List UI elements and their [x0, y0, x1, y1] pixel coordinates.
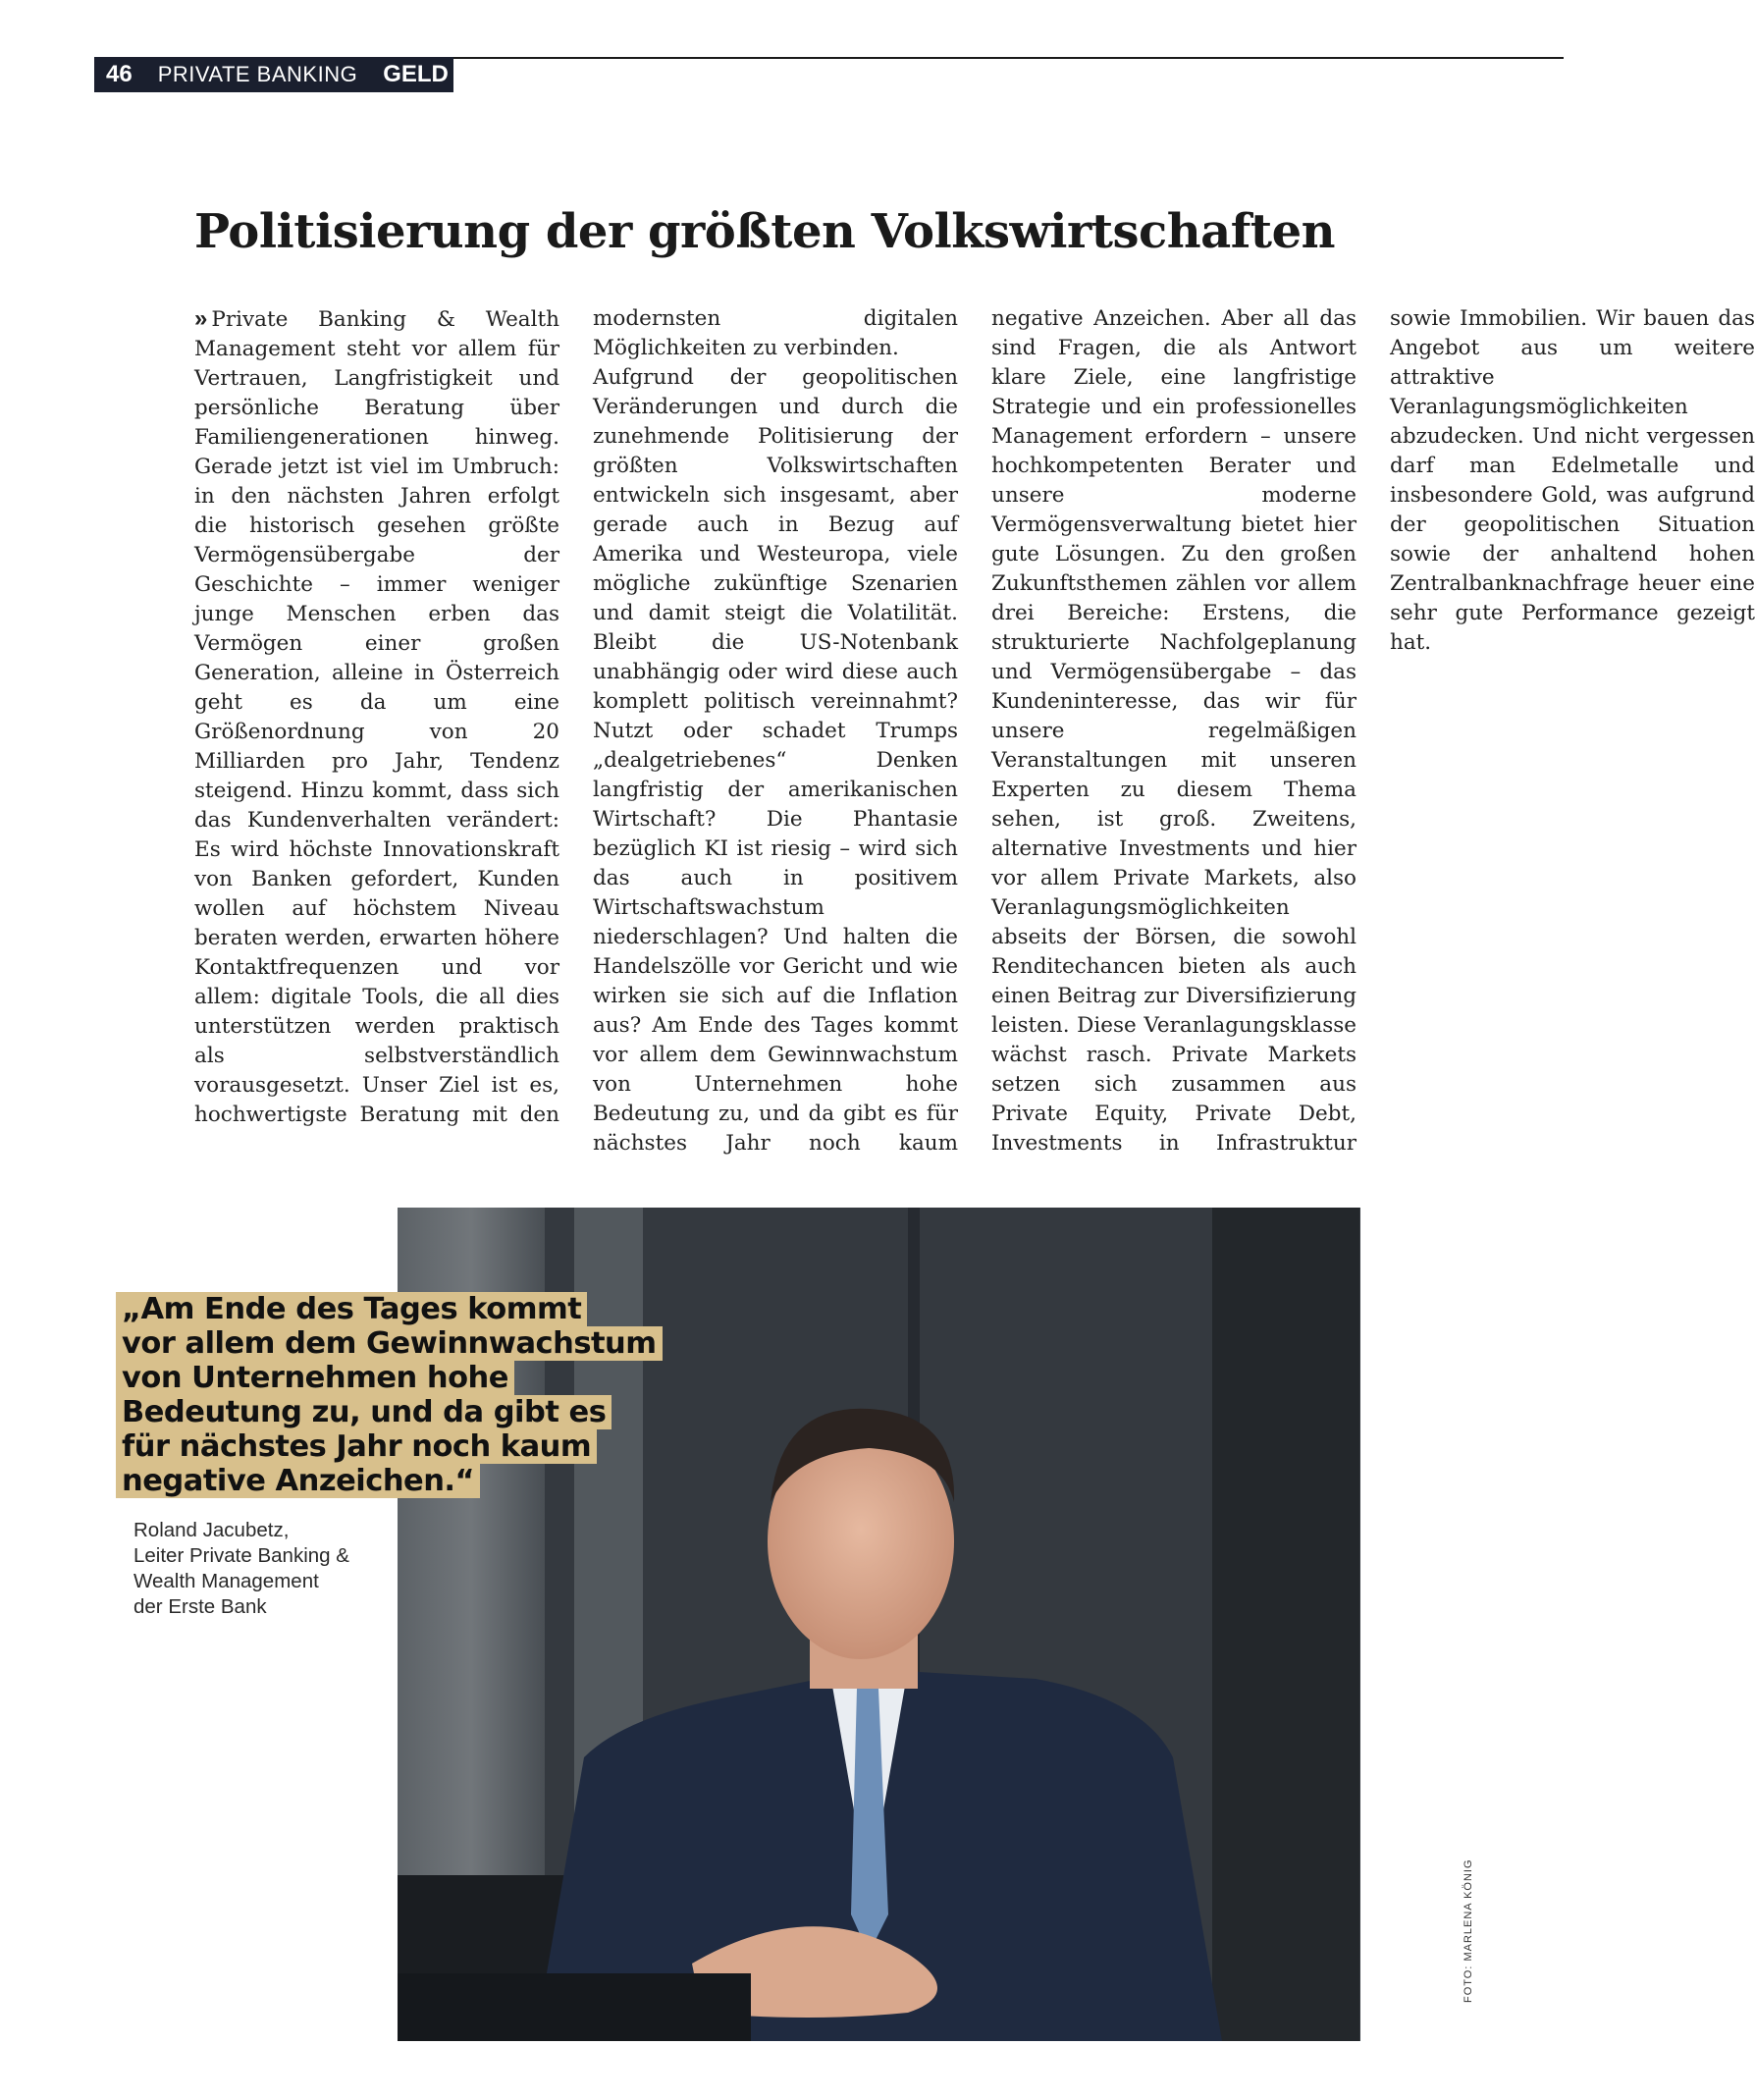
section-header — [94, 57, 453, 92]
pull-quote-line: negative Anzeichen.“ — [116, 1464, 480, 1498]
pull-quote-line: „Am Ende des Tages kommt — [116, 1292, 587, 1326]
lead-mark: » — [194, 305, 208, 332]
paragraph-text: Private Banking & Wealth Management steht vor allem für Vertrauen, Langfristigkeit und persönliche Beratung über Familiengenerationen hinweg. Gerade jetzt ist viel im Umbruch: in den nächsten Jahren erfolgt die historisch gesehen größte Vermögensübergabe der Geschichte – immer weniger junge Menschen erben das Vermögen einer großen Generation, alleine in Österreich geht es da um eine Größenordnung von 20 Milliarden pro Jahr, Tendenz steigend. Hinzu kommt, dass sich das Kundenverhalten verändert: Es wird höchste Innovationskraft von Banken gefordert, Kunden wollen auf höchstem Niveau beraten werden, erwarten höhere Kontaktfrequenzen und vor allem: digitale Tools, die all dies unterstützen werden praktisch als selbstverständlich vorausgesetzt. Unser Ziel ist es, hochwertigste Beratung mit den modernsten digitalen Möglichkeiten zu verbinden. — [194, 306, 958, 1127]
pull-quote — [116, 1292, 665, 1498]
section-category: GELD — [383, 61, 449, 87]
pull-quote-line: für nächstes Jahr noch kaum — [116, 1429, 597, 1464]
caption-line: Wealth Management — [133, 1570, 319, 1592]
page-number: 46 — [106, 61, 133, 87]
article-paragraph: Aufgrund der geopolitischen Veränderungen und durch die zunehmende Politisierung der größten Volkswirtschaften entwickeln sich insgesamt, aber gerade auch in Bezug auf Amerika und Westeuropa, viele mögliche zukünftige Szenarien und damit steigt die Volatilität. Bleibt die US-Notenbank unabhängig oder wird diese auch komplett politisch vereinnahmt? Nutzt oder schadet Trumps „dealgetriebenes“ Denken langfristig der amerikanischen Wirtschaft? Die Phantasie bezüglich KI ist riesig – wird sich das auch in positivem Wirtschaftswachstum niederschlagen? Und halten die Handelszölle vor Gericht und wie wirken sie sich auf die Inflation aus? Am Ende des Tages kommt vor allem dem Gewinnwachstum von Unternehmen hohe Bedeutung zu, und da gibt es für nächstes Jahr noch kaum negative Anzeichen. Aber all das sind Fragen, die als Antwort klare Ziele, eine langfristige Strategie und ein professionelles Management erfordern – unsere hochkompetenten Berater und unsere moderne Vermögensverwaltung bietet hier gute Lösungen. Zu den großen Zukunftsthemen zählen vor allem drei Bereiche: Erstens, die strukturierte Nachfolgeplanung und Vermögensübergabe – das Kundeninteresse, das wir für unsere regelmäßigen Veranstaltungen mit unseren Experten zu diesem Thema sehen, ist groß. Zweitens, alternative Investments und hier vor allem Private Markets, also Veranlagungsmöglichkeiten abseits der Börsen, die sowohl Renditechancen bieten als auch einen Beitrag zur Diversifizierung leisten. Diese Veranlagungsklasse wächst rasch. Private Markets setzen sich zusammen aus Private Equity, Private Debt, Investments in Infrastruktur sowie Immobilien. Wir bauen das Angebot aus um weitere attraktive Veranlagungsmöglichkeiten abzudecken. Und nicht vergessen darf man Edelmetalle und insbesondere Gold, was aufgrund der geopolitischen Situation sowie der anhaltend hohen Zentralbanknachfrage heuer eine sehr gute Performance gezeigt hat. — [593, 306, 1755, 1156]
caption-line: Leiter Private Banking & — [133, 1544, 349, 1567]
photo-credit: FOTO: MARLENA KÖNIG — [1462, 1858, 1474, 2003]
section-name: PRIVATE BANKING — [157, 62, 358, 86]
article-headline: Politisierung der größten Volkswirtschaften — [194, 204, 1335, 259]
article-body — [194, 304, 1755, 1158]
caption-line: der Erste Bank — [133, 1595, 267, 1618]
caption-line: Roland Jacubetz, — [133, 1519, 290, 1541]
pull-quote-line: vor allem dem Gewinnwachstum — [116, 1326, 663, 1361]
pull-quote-line: von Unternehmen hohe — [116, 1361, 514, 1395]
photo-caption — [133, 1518, 389, 1620]
pull-quote-line: Bedeutung zu, und da gibt es — [116, 1395, 612, 1429]
